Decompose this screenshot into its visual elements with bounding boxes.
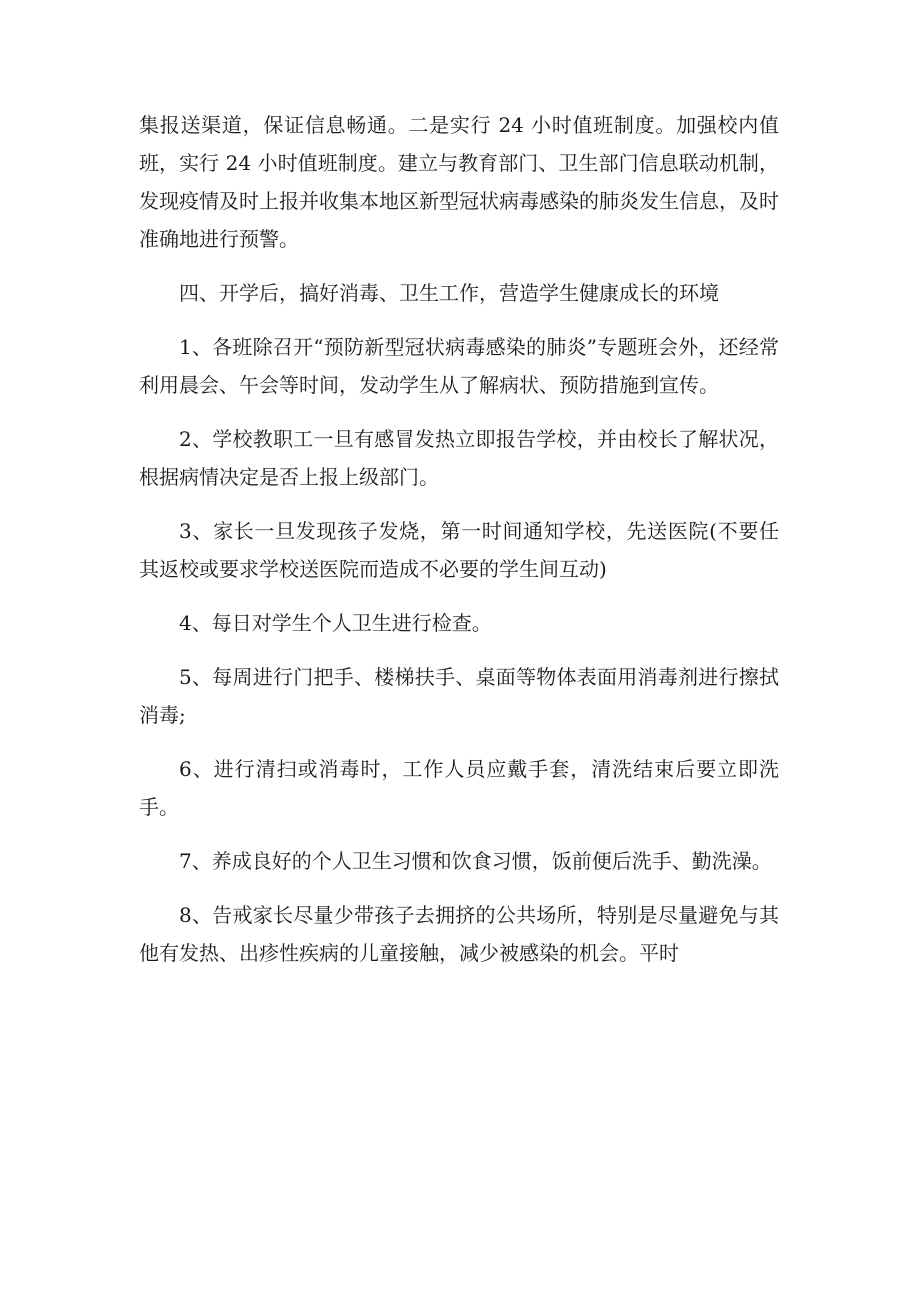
list-item-6: 6、进行清扫或消毒时，工作人员应戴手套，清洗结束后要立即洗手。: [139, 757, 779, 819]
paragraph-continued: 集报送渠道，保证信息畅通。二是实行 24 小时值班制度。加强校内值班，实行 24 小时值班制度。建立与教育部门、卫生部门信息联动机制，发现疫情及时上报并收集本地区新型冠状病毒感染的肺炎发生信息，及时准确地进行预警。: [139, 113, 779, 251]
list-item-3: 3、家长一旦发现孩子发烧，第一时间通知学校，先送医院(不要任其返校或要求学校送医院而造成不必要的学生间互动): [139, 519, 779, 581]
list-item-7: 7、养成良好的个人卫生习惯和饮食习惯，饭前便后洗手、勤洗澡。: [179, 849, 772, 873]
section-heading: 四、开学后，搞好消毒、卫生工作，营造学生健康成长的环境: [179, 281, 719, 305]
document-body: [139, 106, 779, 988]
list-item-4: 4、每日对学生个人卫生进行检查。: [179, 611, 492, 635]
list-item-8: 8、告戒家长尽量少带孩子去拥挤的公共场所，特别是尽量避免与其他有发热、出疹性疾病的儿童接触，减少被感染的机会。平时: [139, 903, 779, 965]
list-item-1: 1、各班除召开“预防新型冠状病毒感染的肺炎”专题班会外，还经常利用晨会、午会等时间，发动学生从了解病状、预防措施到宣传。: [139, 335, 779, 397]
list-item-5: 5、每周进行门把手、楼梯扶手、桌面等物体表面用消毒剂进行擦拭消毒;: [139, 665, 779, 727]
list-item-2: 2、学校教职工一旦有感冒发热立即报告学校，并由校长了解状况，根据病情决定是否上报上级部门。: [139, 427, 779, 489]
